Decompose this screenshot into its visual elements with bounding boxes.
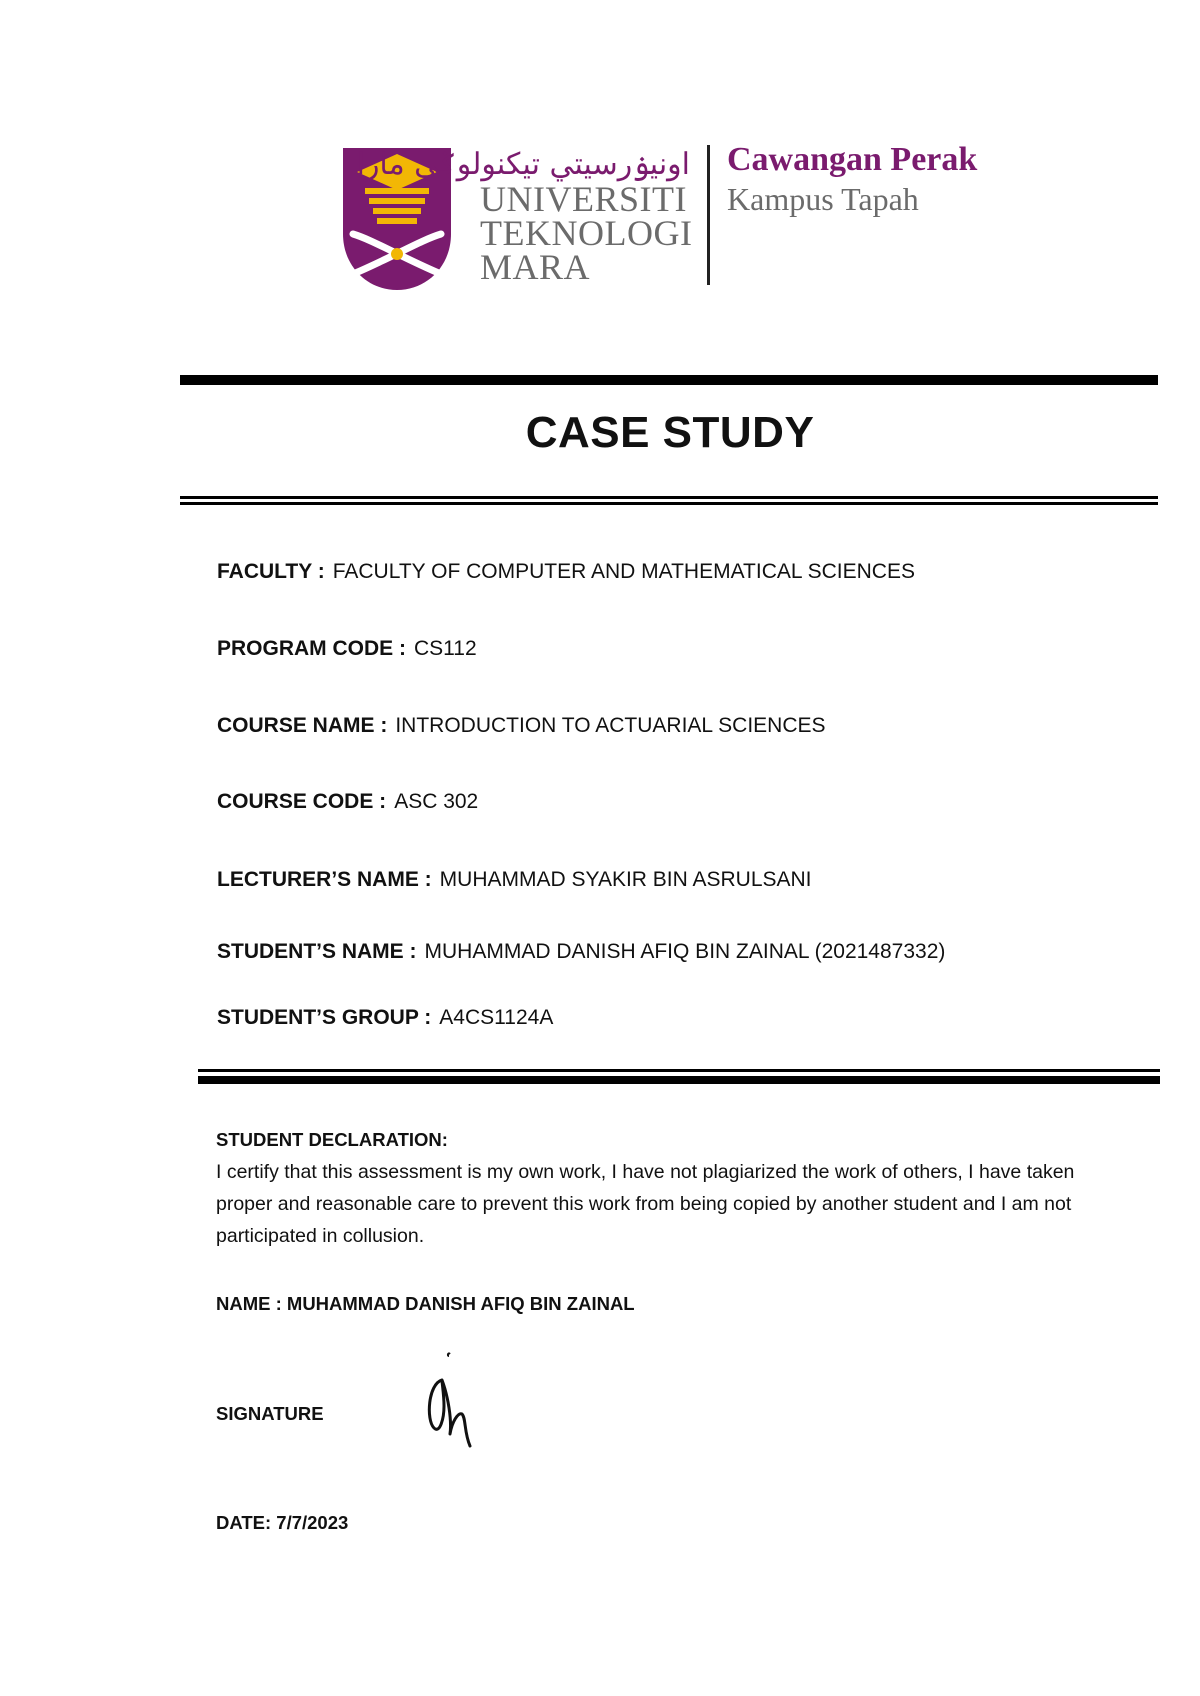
field-label: STUDENT’S GROUP : <box>217 1006 432 1029</box>
wordmark-line-2: TEKNOLOGI <box>480 213 693 253</box>
declaration-heading: STUDENT DECLARATION: <box>216 1129 448 1150</box>
student-declaration <box>216 1124 1096 1252</box>
wordmark-line-1: UNIVERSITI <box>480 179 687 219</box>
field-value: ASC 302 <box>394 790 479 813</box>
arabic-wordmark: اونيۏرسيتي تيكنولوݢي مارا <box>356 147 690 182</box>
field-label: FACULTY : <box>217 560 325 583</box>
top-rule <box>180 375 1158 385</box>
field-student-group <box>217 1006 553 1030</box>
campus-name: Cawangan Perak <box>727 141 978 178</box>
field-value: MUHAMMAD SYAKIR BIN ASRULSANI <box>439 868 812 891</box>
uitm-wordmark <box>356 147 693 288</box>
signature-label: SIGNATURE <box>216 1403 324 1424</box>
field-value: CS112 <box>414 637 477 660</box>
field-label: LECTURER’S NAME : <box>217 868 432 891</box>
field-course-code <box>217 790 478 814</box>
field-value: A4CS1124A <box>439 1006 554 1029</box>
field-faculty <box>217 560 915 584</box>
field-value: MUHAMMAD DANISH AFIQ BIN ZAINAL (2021487332) <box>424 940 946 963</box>
page-title: CASE STUDY <box>525 408 815 457</box>
declaration-body: I certify that this assessment is my own work, I have not plagiarized the work of others, I have taken proper and reasonable care to prevent this work from being copied by another student and I am not participated in collusion. <box>216 1161 1075 1247</box>
fields-rule-upper <box>198 1069 1160 1072</box>
campus-subtitle: Kampus Tapah <box>727 181 919 217</box>
field-label: PROGRAM CODE : <box>217 637 406 660</box>
field-value: INTRODUCTION TO ACTUARIAL SCIENCES <box>395 714 826 737</box>
date-line: DATE: 7/7/2023 <box>216 1512 349 1533</box>
logo-divider <box>707 145 710 285</box>
field-program-code <box>217 637 477 661</box>
field-course-name <box>217 714 826 738</box>
field-student-name <box>217 940 945 964</box>
field-lecturer-name <box>217 868 812 892</box>
campus-block <box>727 140 977 218</box>
field-label: COURSE NAME : <box>217 714 388 737</box>
wordmark-line-3: MARA <box>480 247 591 287</box>
field-label: STUDENT’S NAME : <box>217 940 417 963</box>
title-rule-upper <box>180 496 1158 499</box>
field-label: COURSE CODE : <box>217 790 387 813</box>
fields-rule-lower <box>198 1076 1160 1084</box>
declaration-name: NAME : MUHAMMAD DANISH AFIQ BIN ZAINAL <box>216 1293 635 1314</box>
field-value: FACULTY OF COMPUTER AND MATHEMATICAL SCIENCES <box>332 560 915 583</box>
title-rule-lower <box>180 502 1158 505</box>
handwritten-signature <box>420 1350 476 1450</box>
